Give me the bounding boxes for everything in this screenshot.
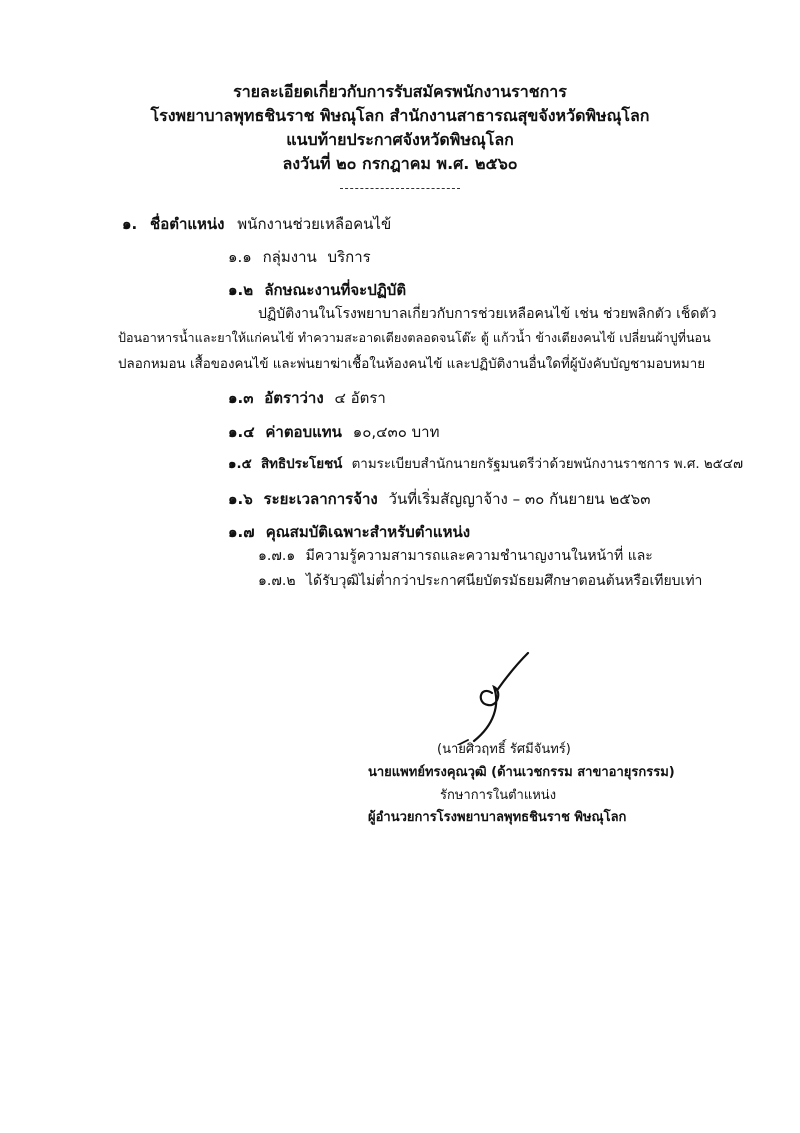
item-1-4	[228, 420, 440, 444]
item-1-6	[228, 487, 650, 511]
item-1-5-value: ตามระเบียบสำนักนายกรัฐมนตรีว่าด้วยพนักงานราชการ พ.ศ. ๒๕๔๗	[351, 457, 744, 472]
item-1-6-number: ๑.๖	[228, 490, 253, 508]
item-1-1-value: บริการ	[327, 248, 371, 266]
item-1-7-2-number: ๑.๗.๒	[258, 573, 296, 589]
item-1-2-para-2: ป้อนอาหารน้ำและยาให้แก่คนไข้ ทำความสะอาดเตียงตลอดจนโต๊ะ ตู้ แก้วน้ำ ข้างเตียงคนไข้ เปลี่ยนผ้าปูที่นอน	[118, 330, 711, 345]
item-1-4-label: ค่าตอบแทน	[265, 423, 342, 441]
item-1-7-1	[258, 545, 653, 567]
item-1-2-label: ลักษณะงานที่จะปฏิบัติ	[264, 281, 407, 299]
signer-position: ผู้อำนวยการโรงพยาบาลพุทธชินราช พิษณุโลก	[368, 810, 627, 825]
item-1-1-number: ๑.๑	[228, 248, 252, 266]
section-1-number: ๑.	[122, 215, 138, 233]
item-1-2-number: ๑.๒	[228, 281, 254, 299]
item-1-3-value: ๔ อัตรา	[334, 389, 386, 407]
signer-name: (นายศิวฤทธิ์ รัศมีจันทร์)	[437, 742, 571, 757]
item-1-5-label: สิทธิประโยชน์	[261, 457, 343, 472]
section-1-value: พนักงานช่วยเหลือคนไข้	[237, 215, 392, 233]
item-1-7-2	[258, 570, 702, 592]
item-1-6-value: วันที่เริ่มสัญญาจ้าง – ๓๐ กันยายน ๒๕๖๓	[388, 490, 651, 508]
item-1-7	[228, 520, 470, 544]
signer-title: นายแพทย์ทรงคุณวุฒิ (ด้านเวชกรรม สาขาอายุรกรรม)	[368, 765, 675, 780]
item-1-7-2-text: ได้รับวุฒิไม่ต่ำกว่าประกาศนียบัตรมัธยมศึกษาตอนต้นหรือเทียบเท่า	[306, 573, 703, 589]
item-1-4-number: ๑.๔	[228, 423, 255, 441]
item-1-1	[228, 245, 371, 269]
header-line-2: โรงพยาบาลพุทธชินราช พิษณุโลก สำนักงานสาธารณสุขจังหวัดพิษณุโลก	[150, 106, 650, 125]
item-1-5	[228, 453, 743, 474]
header-divider	[340, 188, 460, 189]
header-line-3: แนบท้ายประกาศจังหวัดพิษณุโลก	[286, 130, 514, 149]
item-1-3-number: ๑.๓	[228, 389, 254, 407]
item-1-7-1-number: ๑.๗.๑	[258, 548, 296, 564]
item-1-7-label: คุณสมบัติเฉพาะสำหรับตำแหน่ง	[265, 523, 471, 541]
item-1-5-number: ๑.๕	[228, 457, 252, 472]
section-1-heading	[122, 212, 391, 236]
header-line-1: รายละเอียดเกี่ยวกับการรับสมัครพนักงานราชการ	[233, 82, 567, 101]
item-1-1-label: กลุ่มงาน	[262, 248, 317, 266]
item-1-7-1-text: มีความรู้ความสามารถและความชำนาญงานในหน้าที่ และ	[305, 548, 653, 564]
signer-acting: รักษาการในตำแหน่ง	[440, 788, 557, 803]
item-1-2-para-1: ปฏิบัติงานในโรงพยาบาลเกี่ยวกับการช่วยเหลือคนไข้ เช่น ช่วยพลิกตัว เช็ดตัว	[258, 306, 717, 322]
item-1-6-label: ระยะเวลาการจ้าง	[263, 490, 378, 508]
item-1-7-number: ๑.๗	[228, 523, 255, 541]
header-line-4: ลงวันที่ ๒๐ กรกฎาคม พ.ศ. ๒๕๖๐	[282, 154, 518, 173]
item-1-3-label: อัตราว่าง	[264, 389, 324, 407]
item-1-2	[228, 278, 406, 302]
item-1-3	[228, 386, 386, 410]
item-1-2-para-3: ปลอกหมอน เสื้อของคนไข้ และพ่นยาฆ่าเชื้อในห้องคนไข้ และปฏิบัติงานอื่นใดที่ผู้บังคับบัญชามอบหมาย	[118, 357, 706, 372]
section-1-label: ชื่อตำแหน่ง	[150, 215, 225, 233]
handwritten-signature	[440, 645, 560, 745]
item-1-4-value: ๑๐,๔๓๐ บาท	[352, 423, 440, 441]
